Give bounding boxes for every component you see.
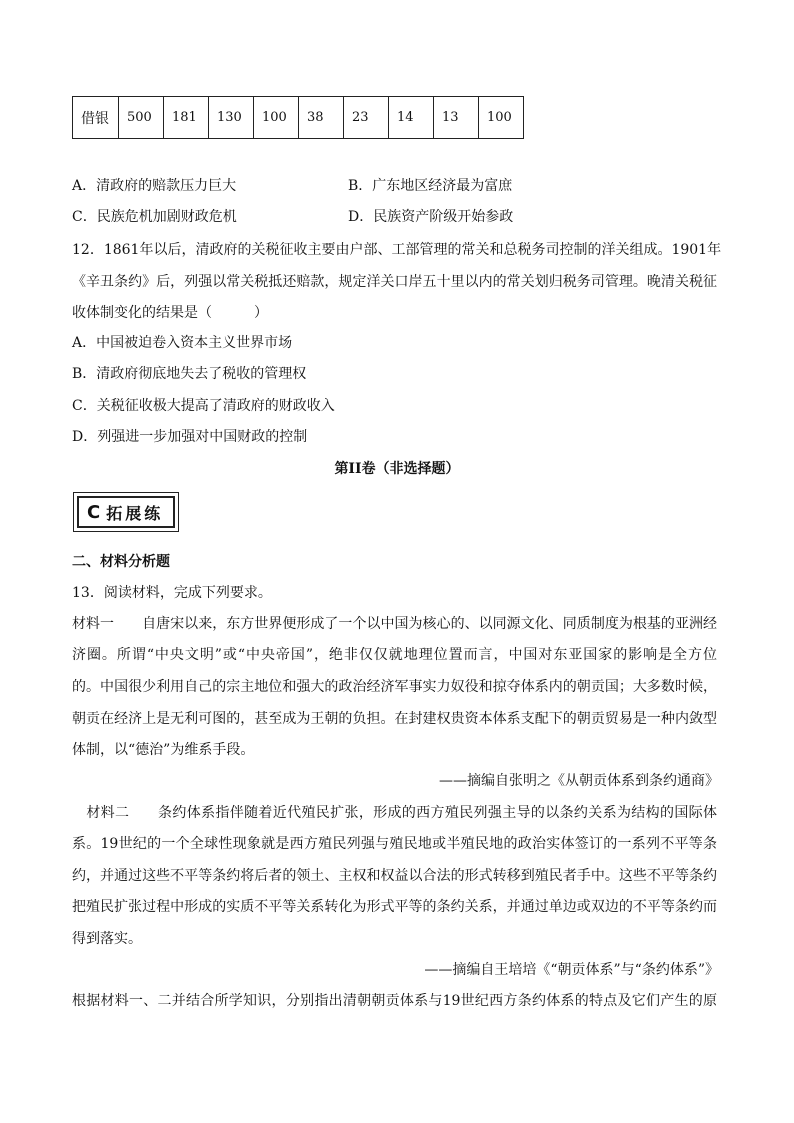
- material1-line: 体制，以“德治”为维系手段。: [72, 742, 255, 758]
- material2-line: 约，并通过这些不平等条约将后者的领土、主权和权益以合法的形式转移到殖民者手中。这些不平等条约: [72, 868, 717, 884]
- table-cell: 13: [434, 97, 479, 139]
- material1-line: 的。中国很少利用自己的宗主地位和强大的政治经济军事实力奴役和掠夺体系内的朝贡国；大多数时候，: [72, 679, 717, 695]
- material2-line: 把殖民扩张过程中形成的实质不平等关系转化为形式平等的条约关系，并通过单边或双边的不平等条约而: [72, 899, 717, 915]
- material2-line: 材料二 条约体系指伴随着近代殖民扩张，形成的西方殖民列强主导的以条约关系为结构的国际体: [72, 805, 717, 821]
- material1-line: 济圈。所谓“中央文明”或“中央帝国”，绝非仅仅就地理位置而言，中国对东亚国家的影响是全方位: [72, 647, 717, 663]
- q12-option-c[interactable]: C．关税征收极大提高了清政府的财政收入: [72, 398, 335, 414]
- material2-line: 得到落实。: [72, 931, 142, 947]
- q13-question: 根据材料一、二并结合所学知识，分别指出清朝朝贡体系与19世纪西方条约体系的特点及它们产生的原: [72, 993, 717, 1009]
- q12-option-d[interactable]: D．列强进一步加强对中国财政的控制: [72, 429, 308, 445]
- table-cell: 181: [164, 97, 209, 139]
- q11-option-d[interactable]: D．民族资产阶级开始参政: [348, 209, 514, 225]
- q12-stem-line: 《辛丑条约》后，列强以常关税抵还赔款，规定洋关口岸五十里以内的常关划归税务司管理。晚清关税征: [72, 274, 717, 290]
- table-cell: 100: [254, 97, 299, 139]
- table-cell: 500: [119, 97, 164, 139]
- table-cell: 130: [209, 97, 254, 139]
- material2-line: 系。19世纪的一个全球性现象就是西方殖民列强与殖民地或半殖民地的政治实体签订的一系列不平等条: [72, 836, 717, 852]
- badge-letter: C: [87, 501, 101, 523]
- q12-stem-line: 12．1861年以后，清政府的关税征收主要由户部、工部管理的常关和总税务司控制的洋关组成。1901年: [72, 242, 722, 258]
- q11-option-b[interactable]: B．广东地区经济最为富庶: [348, 178, 513, 194]
- material1-line: 材料一 自唐宋以来，东方世界便形成了一个以中国为核心的、以同源文化、同质制度为根基的亚洲经: [72, 616, 717, 632]
- material1-line: 朝贡在经济上是无利可图的，甚至成为王朝的负担。在封建权贵资本体系支配下的朝贡贸易是一种内敛型: [72, 711, 717, 727]
- table-cell: 100: [479, 97, 524, 139]
- badge-text: 拓展练: [106, 503, 164, 523]
- q12-option-a[interactable]: A．中国被迫卷入资本主义世界市场: [72, 335, 293, 351]
- table-cell: 14: [389, 97, 434, 139]
- q11-option-c[interactable]: C．民族危机加剧财政危机: [72, 209, 237, 225]
- q12-option-b[interactable]: B．清政府彻底地失去了税收的管理权: [72, 366, 307, 382]
- q13-intro: 13．阅读材料，完成下列要求。: [72, 585, 272, 601]
- section-badge-inner: [77, 496, 175, 528]
- material2-source: ——摘编自王培培《“朝贡体系”与“条约体系”》: [424, 962, 719, 978]
- table-row-header: 借银: [73, 97, 119, 139]
- section-badge: [73, 492, 179, 532]
- q11-option-a[interactable]: A．清政府的赔款压力巨大: [72, 178, 237, 194]
- loan-table: [72, 96, 524, 139]
- table-cell: 38: [299, 97, 344, 139]
- table-row: [73, 97, 524, 139]
- table-cell: 23: [344, 97, 389, 139]
- q12-stem-line: 收体制变化的结果是（ ）: [72, 305, 268, 321]
- part-2-title: 第II卷（非选择题）: [334, 461, 460, 477]
- section-title: 二、材料分析题: [72, 554, 170, 570]
- material1-source: ——摘编自张明之《从朝贡体系到条约通商》: [439, 773, 719, 789]
